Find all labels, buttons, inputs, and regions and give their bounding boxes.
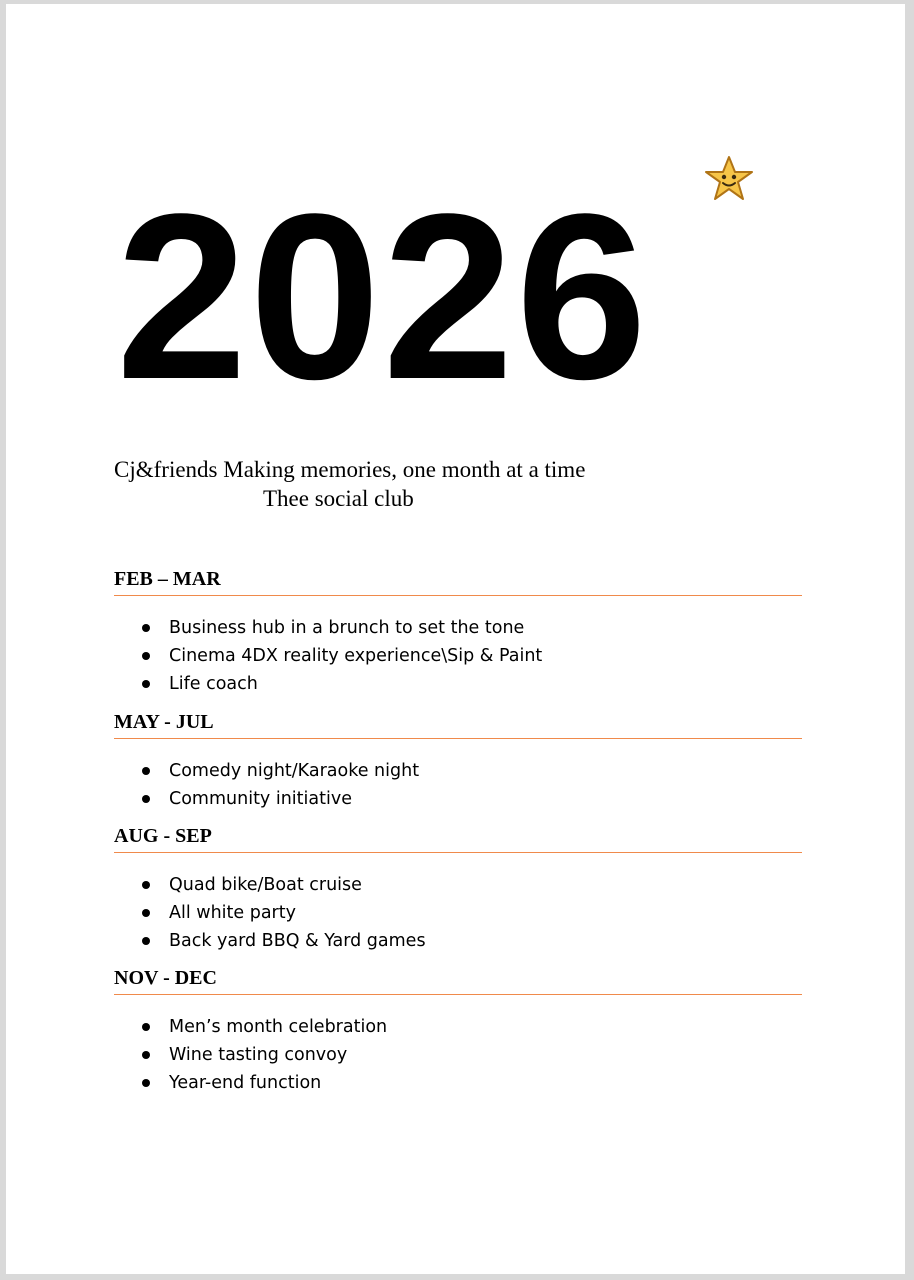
list-item xyxy=(114,899,802,927)
section-title: AUG - SEP xyxy=(114,824,802,853)
list-item xyxy=(114,642,802,670)
bullet-icon xyxy=(142,937,150,945)
section-list xyxy=(114,871,802,955)
bullet-icon xyxy=(142,1023,150,1031)
list-item-text: Year-end function xyxy=(169,1073,322,1093)
list-item-text: Community initiative xyxy=(169,789,352,809)
document-page xyxy=(6,4,905,1274)
list-item xyxy=(114,927,802,955)
list-item-text: Business hub in a brunch to set the tone xyxy=(169,618,525,638)
bullet-icon xyxy=(142,881,150,889)
section-aug-sep xyxy=(114,824,802,955)
bullet-icon xyxy=(142,1051,150,1059)
section-list xyxy=(114,614,802,698)
section-title: MAY - JUL xyxy=(114,710,802,739)
list-item xyxy=(114,757,802,785)
list-item-text: Wine tasting convoy xyxy=(169,1045,348,1065)
list-item-text: Cinema 4DX reality experience\Sip & Paint xyxy=(169,646,543,666)
list-item xyxy=(114,1069,802,1097)
list-item xyxy=(114,785,802,813)
list-item xyxy=(114,871,802,899)
list-item-text: Back yard BBQ & Yard games xyxy=(169,931,426,951)
bullet-icon xyxy=(142,1079,150,1087)
tagline: Cj&friends Making memories, one month at a time xyxy=(114,457,586,482)
bullet-icon xyxy=(142,624,150,632)
list-item xyxy=(114,1041,802,1069)
list-item-text: Quad bike/Boat cruise xyxy=(169,875,362,895)
list-item-text: Comedy night/Karaoke night xyxy=(169,761,420,781)
bullet-icon xyxy=(142,909,150,917)
section-title: NOV - DEC xyxy=(114,966,802,995)
section-title: FEB – MAR xyxy=(114,567,802,596)
year-heading: 2026 xyxy=(116,165,650,429)
list-item-text: Life coach xyxy=(169,674,258,694)
section-nov-dec xyxy=(114,966,802,1097)
list-item-text: Men’s month celebration xyxy=(169,1017,388,1037)
section-list xyxy=(114,757,802,813)
bullet-icon xyxy=(142,795,150,803)
section-feb-mar xyxy=(114,567,802,698)
subtitle: Thee social club xyxy=(263,486,414,511)
list-item xyxy=(114,614,802,642)
bullet-icon xyxy=(142,767,150,775)
list-item xyxy=(114,670,802,698)
section-list xyxy=(114,1013,802,1097)
star-face-icon xyxy=(703,154,755,206)
list-item xyxy=(114,1013,802,1041)
list-item-text: All white party xyxy=(169,903,296,923)
section-may-jul xyxy=(114,710,802,813)
bullet-icon xyxy=(142,652,150,660)
bullet-icon xyxy=(142,680,150,688)
